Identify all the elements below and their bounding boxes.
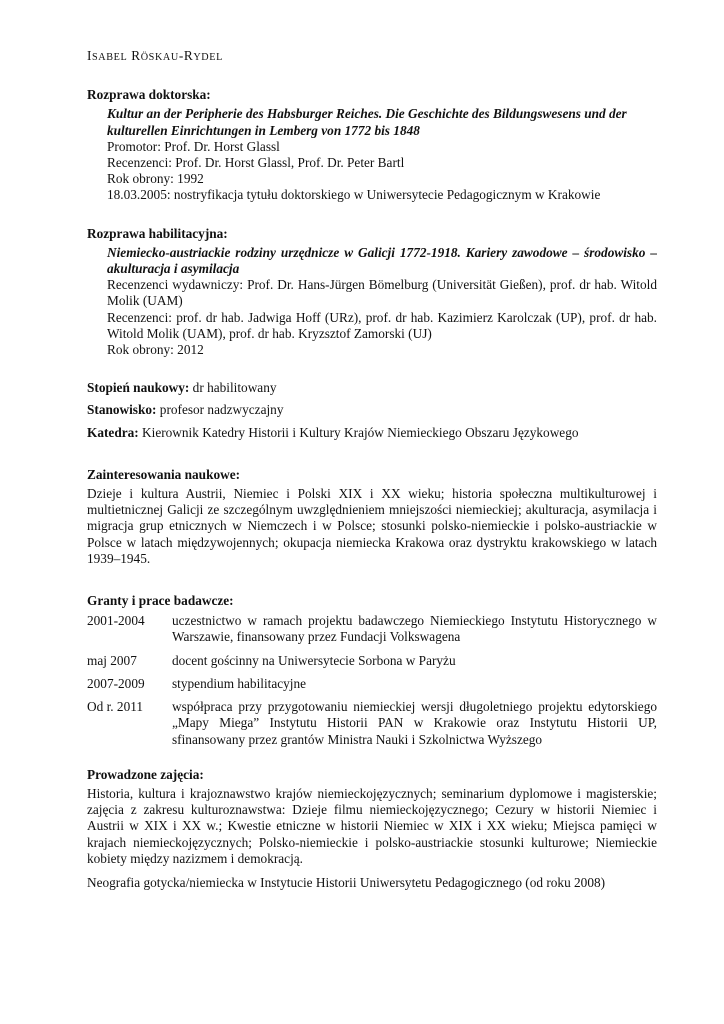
author-first-rest: SABEL [92,52,128,63]
grant-desc: uczestnictwo w ramach projektu badawczego Niemieckiego Instytutu Historycznego w Warszawie, finansowany przez Fundacji Volkswagena [172,613,657,645]
degree-value: dr habilitowany [189,380,277,396]
author-last-initial-2: R [183,48,194,63]
doctoral-defense-year: Rok obrony: 1992 [107,171,204,187]
grant-date: maj 2007 [87,652,137,668]
author-name [87,48,657,66]
grant-row [87,653,657,676]
department-line [87,425,657,441]
grant-row [87,676,657,699]
author-last-rest-2: YDEL [193,52,223,63]
author-first-initial: I [87,48,93,63]
habilitation-title: Niemiecko-austriackie rodziny urzędnicze w Galicji 1772-1918. Kariery zawodowe – środowisko – akulturacja i asymilacja [107,244,657,277]
doctoral-heading: Rozprawa doktorska: [87,87,211,103]
doctoral-promotor: Promotor: Prof. Dr. Horst Glassl [107,138,280,154]
grant-desc: docent gościnny na Uniwersytecie Sorbona w Paryżu [172,652,456,668]
habilitation-defense-year: Rok obrony: 2012 [107,342,204,358]
author-last-rest-1: ÖSKAU [140,52,179,63]
degree-label: Stopień naukowy: [87,380,190,396]
grant-date: Od r. 2011 [87,699,144,715]
courses-heading: Prowadzone zajęcia: [87,766,204,782]
habilitation-publisher-reviewers: Recenzenci wydawniczy: Prof. Dr. Hans-Jürgen Bömelburg (Universität Gießen), prof. dr hab. Witold Molik (UAM) [107,277,657,309]
department-label: Katedra: [87,424,139,440]
grant-row [87,613,657,652]
courses-text-2: Neografia gotycka/niemiecka w Instytucie Historii Uniwersytetu Pedagogicznego (od roku 2008) [87,874,606,890]
interests-text: Dzieje i kultura Austrii, Niemiec i Polski XIX i XX wieku; historia społeczna multikulturowej i multietnicznej Galicji ze szczególnym uwzględnieniem mniejszości niemieckiej; akulturacja, asymilacja i migracja grup etnicznych w Niemczech i w Polsce; stosunki polsko-niemieckie i polsko-austriackie w Polsce w latach międzywojennych; okupacja niemiecka Krakowa oraz dystryktu krakowskiego w latach 1939–1945. [87,486,657,566]
habilitation-block [87,245,657,358]
position-label: Stanowisko: [87,402,157,418]
doctoral-title: Kultur an der Peripherie des Habsburger Reiches. Die Geschichte des Bildungswesens und der kulturellen Einrichtungen in Lemberg von 1772 bis 1848 [107,106,627,138]
doctoral-nostrification: 18.03.2005: nostryfikacja tytułu doktorskiego w Uniwersytecie Pedagogicznym w Krakowie [107,187,601,203]
courses-text: Historia, kultura i krajoznawstwo krajów niemieckojęzycznych; seminarium dyplomowe i magisterskie; zajęcia z zakresu kulturoznawstwa: Dzieje filmu niemieckojęzycznego; Cezury w historii Niemiec i Austrii w XIX i XX w.; Kwestie etniczne w historii Niemiec w XIX i XX wieku; Miejsca pamięci w krajach niemieckojęzycznych; Polsko-niemieckie i polsko-austriackie stosunki kulturowe; Niemieckie kobiety między nazizmem i demokracją. [87,785,657,866]
grants-table [87,613,657,754]
department-value: Kierownik Katedry Historii i Kultury Krajów Niemieckiego Obszaru Językowego [138,424,579,440]
position-line [87,402,657,418]
grant-desc: współpraca przy przygotowaniu niemieckiej wersji długoletniego projektu edytorskiego „Mapy Miega” Instytutu Historii PAN w Krakowie oraz Instytutu Historii UP, sfinansowany przez grantów Ministra Nauki i Szkolnictwa Wyższego [172,699,657,747]
author-dash: - [178,48,184,63]
interests-heading: Zainteresowania naukowe: [87,466,241,482]
author-last-initial: R [131,48,141,63]
doctoral-reviewers: Recenzenci: Prof. Dr. Horst Glassl, Prof. Dr. Peter Bartl [107,155,405,171]
grant-date: 2007-2009 [87,675,145,691]
degree-line [87,380,657,396]
position-value: profesor nadzwyczajny [156,402,284,418]
grant-desc: stypendium habilitacyjne [172,675,307,691]
grant-row [87,699,657,755]
grants-heading: Granty i prace badawcze: [87,593,234,609]
grant-date: 2001-2004 [87,613,145,629]
doctoral-block [87,106,657,203]
habilitation-heading: Rozprawa habilitacyjna: [87,225,228,241]
habilitation-reviewers: Recenzenci: prof. dr hab. Jadwiga Hoff (URz), prof. dr hab. Kazimierz Karolczak (UP), prof. dr hab. Witold Molik (UAM), prof. dr hab. Kryzsztof Zamorski (UJ) [107,309,657,341]
cv-page [87,48,657,899]
